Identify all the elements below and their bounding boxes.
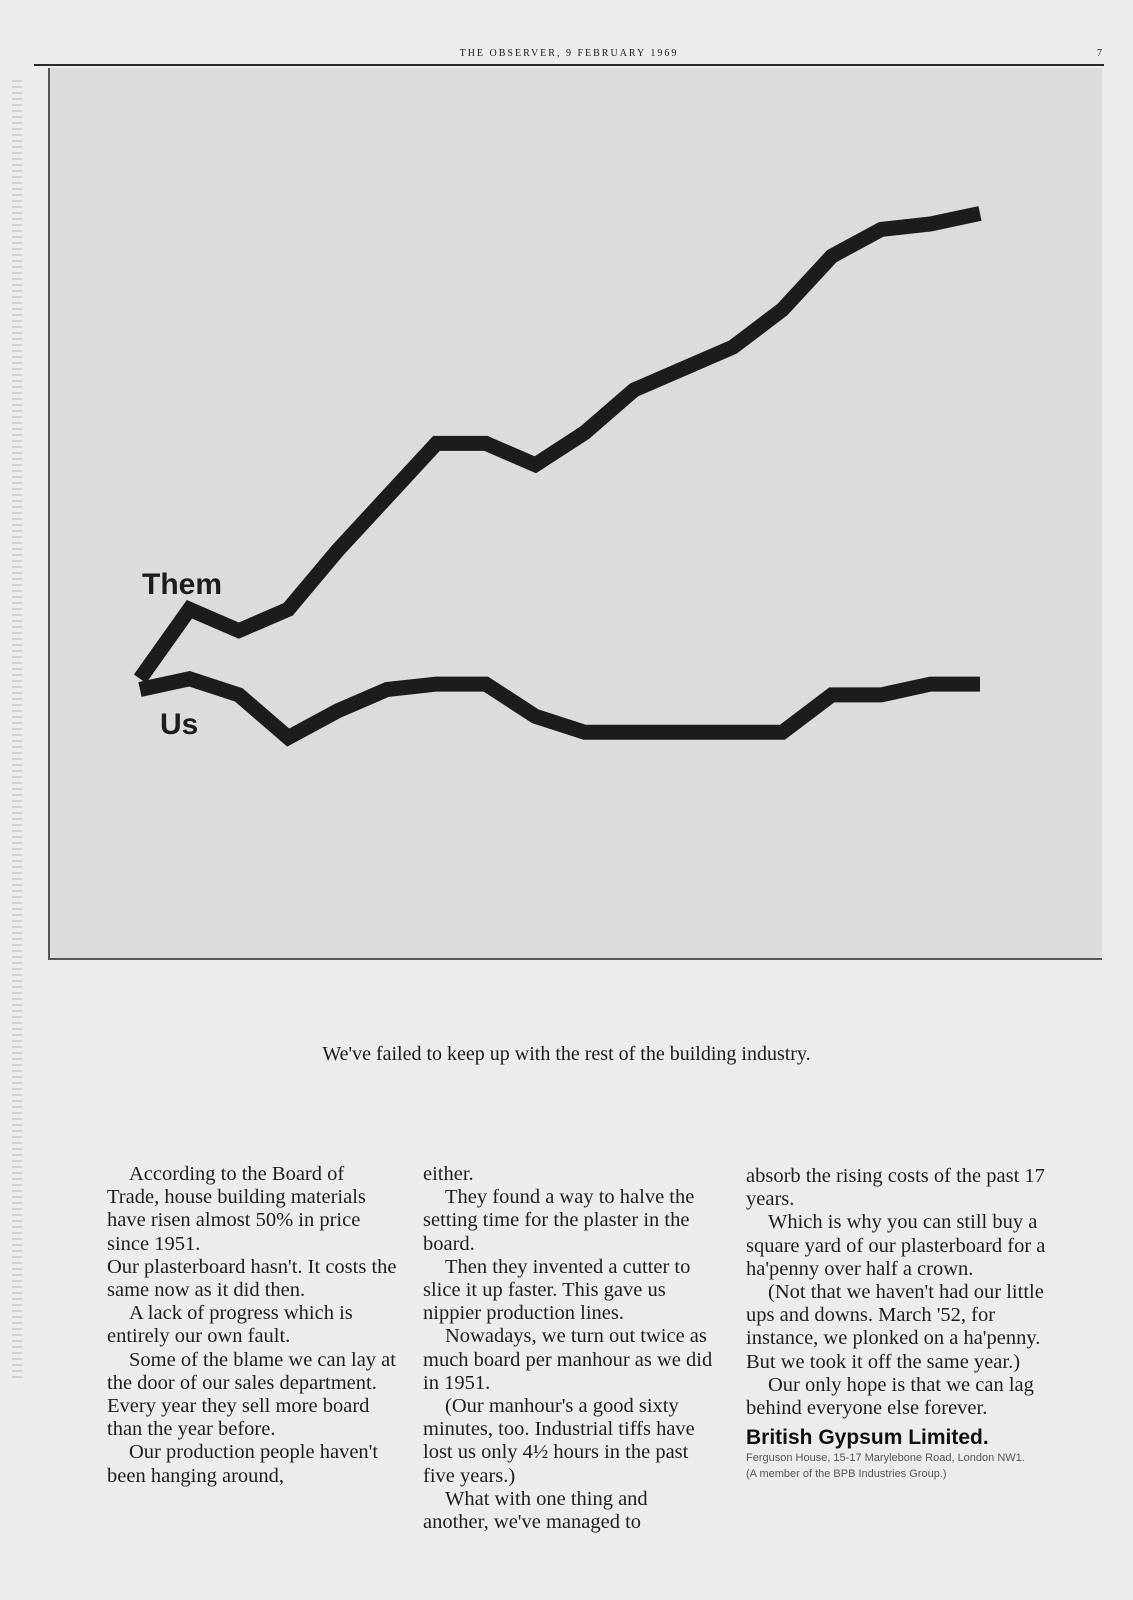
paragraph: Some of the blame we can lay at the door of our sales department. Every year they sell more board than the year before. <box>107 1348 396 1441</box>
series-line-them <box>140 213 980 678</box>
masthead-title: THE OBSERVER, 9 FEBRUARY 1969 <box>459 48 679 59</box>
paragraph: A lack of progress which is entirely our own fault. <box>107 1302 353 1348</box>
paragraph: They found a way to halve the setting time for the plaster in the board. <box>423 1186 695 1255</box>
company-membership: (A member of the BPB Industries Group.) <box>746 1468 947 1481</box>
body-column-1 <box>107 1163 397 1488</box>
paragraph: What with one thing and another, we've managed to <box>423 1487 648 1534</box>
series-label-them: Them <box>142 568 223 601</box>
paragraph: Our production people haven't been hanging around, <box>107 1441 379 1487</box>
body-column-2 <box>423 1163 713 1534</box>
line-chart <box>48 68 1102 960</box>
chart-canvas <box>50 68 1102 958</box>
company-name: British Gypsum Limited. <box>746 1426 989 1450</box>
series-label-us: Us <box>160 708 199 741</box>
masthead <box>34 44 1104 66</box>
paragraph: Our plasterboard hasn't. It costs the same now as it did then. <box>107 1255 397 1302</box>
company-address: Ferguson House, 15-17 Marylebone Road, London NW1. <box>746 1452 1025 1465</box>
page-number: 7 <box>1097 48 1104 59</box>
paragraph: Our only hope is that we can lag behind everyone else forever. <box>746 1373 1034 1420</box>
paragraph: Which is why you can still buy a square yard of our plasterboard for a ha'penny over half a crown. <box>746 1211 1046 1280</box>
paragraph: either. <box>423 1163 474 1185</box>
ad-headline: We've failed to keep up with the rest of the building industry. <box>322 1043 811 1065</box>
paragraph: (Not that we haven't had our little ups and downs. March '52, for instance, we plonked on a ha'penny. But we took it off the same year.) <box>746 1281 1044 1373</box>
page-edge-texture <box>12 80 22 1380</box>
paragraph: absorb the rising costs of the past 17 years. <box>746 1165 1045 1211</box>
paragraph: Then they invented a cutter to slice it up faster. This gave us nippier production lines. <box>423 1255 691 1325</box>
paragraph: According to the Board of Trade, house building materials have risen almost 50% in price since 1951. <box>107 1163 366 1255</box>
paragraph: (Our manhour's a good sixty minutes, too. Industrial tiffs have lost us only 4½ hours in the past five years.) <box>423 1395 695 1487</box>
body-column-3 <box>746 1165 1046 1481</box>
series-line-us <box>140 679 980 738</box>
paragraph: Nowadays, we turn out twice as much board per manhour as we did in 1951. <box>423 1325 713 1394</box>
